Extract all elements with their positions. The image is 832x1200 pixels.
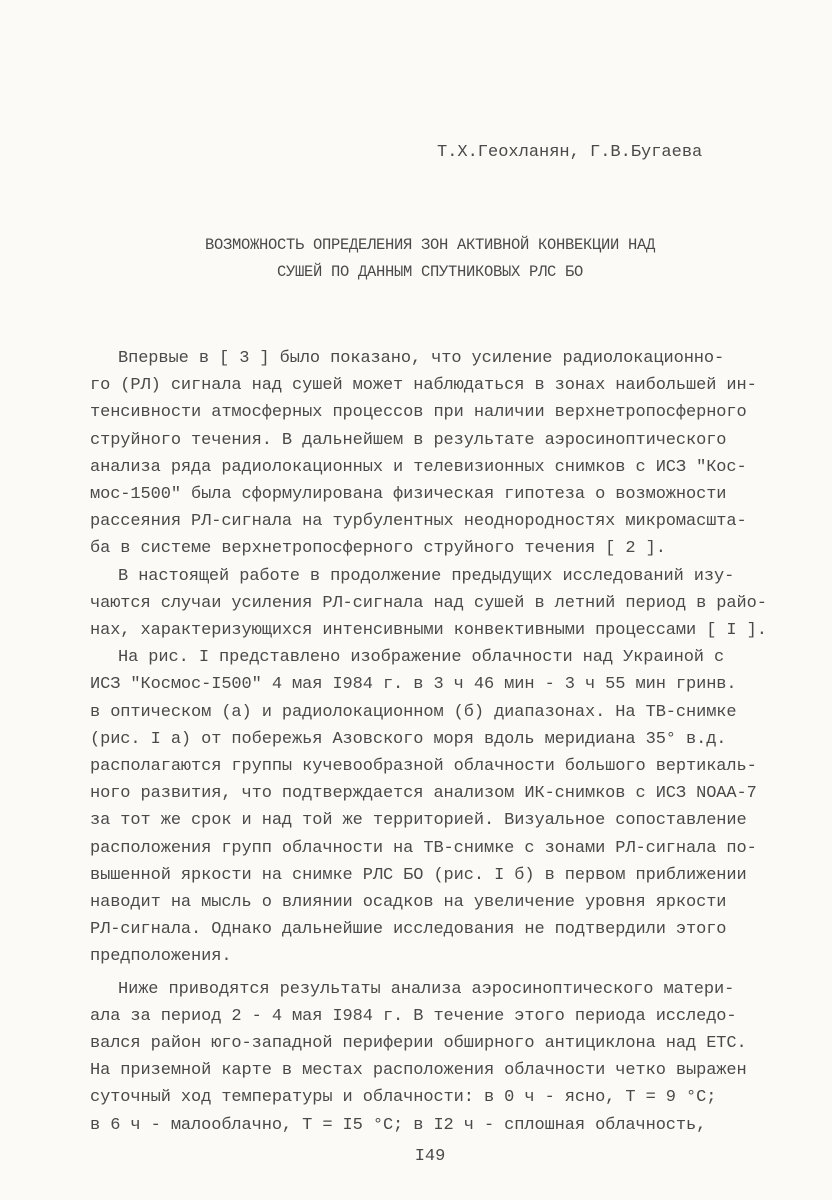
paragraph bbox=[90, 563, 790, 645]
text-line: го (РЛ) сигнала над сушей может наблюдаться в зонах наибольшей ин- bbox=[90, 376, 757, 396]
text-line: располагаются группы кучевообразной облачности большого вертикаль- bbox=[90, 757, 757, 777]
text-line: за тот же срок и над той же территорией. Визуальное сопоставление bbox=[90, 811, 747, 831]
text-line: расположения групп облачности на ТВ-снимке с зонами РЛ-сигнала по- bbox=[90, 838, 757, 858]
text-line: чаются случаи усиления РЛ-сигнала над сушей в летний период в райо- bbox=[90, 593, 767, 613]
text-line: мос-1500" была сформулирована физическая гипотеза о возможности bbox=[90, 485, 727, 505]
text-line: наводит на мысль о влиянии осадков на увеличение уровня яркости bbox=[90, 893, 727, 913]
text-line: В настоящей работе в продолжение предыдущих исследований изу- bbox=[118, 566, 735, 586]
text-line: ного развития, что подтверждается анализом ИК-снимков с ИСЗ NOAA-7 bbox=[90, 784, 757, 804]
text-line: тенсивности атмосферных процессов при наличии верхнетропосферного bbox=[90, 403, 747, 423]
text-line: ба в системе верхнетропосферного струйного течения [ 2 ]. bbox=[90, 539, 666, 559]
text-line: рассеяния РЛ-сигнала на турбулентных неоднородностях микромасшта- bbox=[90, 512, 747, 532]
article-title bbox=[0, 232, 832, 286]
text-line: (рис. I а) от побережья Азовского моря вдоль меридиана 35° в.д. bbox=[90, 729, 727, 749]
text-line: предположения. bbox=[90, 947, 232, 967]
text-line: суточный ход температуры и облачности: в 0 ч - ясно, Т = 9 °С; bbox=[90, 1088, 717, 1108]
text-line: РЛ-сигнала. Однако дальнейшие исследования не подтвердили этого bbox=[90, 920, 727, 940]
title-line: ВОЗМОЖНОСТЬ ОПРЕДЕЛЕНИЯ ЗОН АКТИВНОЙ КОНВЕКЦИИ НАД bbox=[204, 236, 656, 254]
text-line: нах, характеризующихся интенсивными конвективными процессами [ I ]. bbox=[90, 621, 767, 641]
paragraph bbox=[90, 976, 790, 1139]
text-line: Впервые в [ 3 ] было показано, что усиление радиолокационно- bbox=[118, 349, 725, 368]
title-line: СУШЕЙ ПО ДАННЫМ СПУТНИКОВЫХ РЛС БО bbox=[276, 263, 584, 281]
article-body bbox=[90, 345, 790, 1139]
text-line: в 6 ч - малооблачно, Т = I5 °С; в I2 ч - сплошная облачность, bbox=[90, 1115, 707, 1135]
page-number: I49 bbox=[414, 1147, 446, 1166]
text-line: Ниже приводятся результаты анализа аэросиноптического матери- bbox=[118, 979, 735, 999]
text-line: ИСЗ "Космос-I500" 4 мая I984 г. в 3 ч 46 мин - 3 ч 55 мин гринв. bbox=[90, 675, 737, 695]
authors: Т.Х.Геохланян, Г.В.Бугаева bbox=[437, 143, 703, 162]
text-line: На рис. I представлено изображение облачности над Украиной с bbox=[118, 648, 725, 668]
text-line: в оптическом (а) и радиолокационном (б) диапазонах. На ТВ-снимке bbox=[90, 702, 737, 722]
text-line: ала за период 2 - 4 мая I984 г. В течение этого периода исследо- bbox=[90, 1006, 737, 1026]
text-line: На приземной карте в местах расположения облачности четко выражен bbox=[90, 1061, 747, 1081]
text-line: вышенной яркости на снимке РЛС БО (рис. I б) в первом приближении bbox=[90, 865, 747, 885]
paragraph bbox=[90, 644, 790, 970]
text-line: струйного течения. В дальнейшем в результате аэросиноптического bbox=[90, 430, 727, 450]
text-line: анализа ряда радиолокационных и телевизионных снимков с ИСЗ "Кос- bbox=[90, 457, 747, 477]
paragraph bbox=[90, 345, 790, 563]
text-line: вался район юго-западной периферии обширного антициклона над ЕТС. bbox=[90, 1034, 747, 1054]
